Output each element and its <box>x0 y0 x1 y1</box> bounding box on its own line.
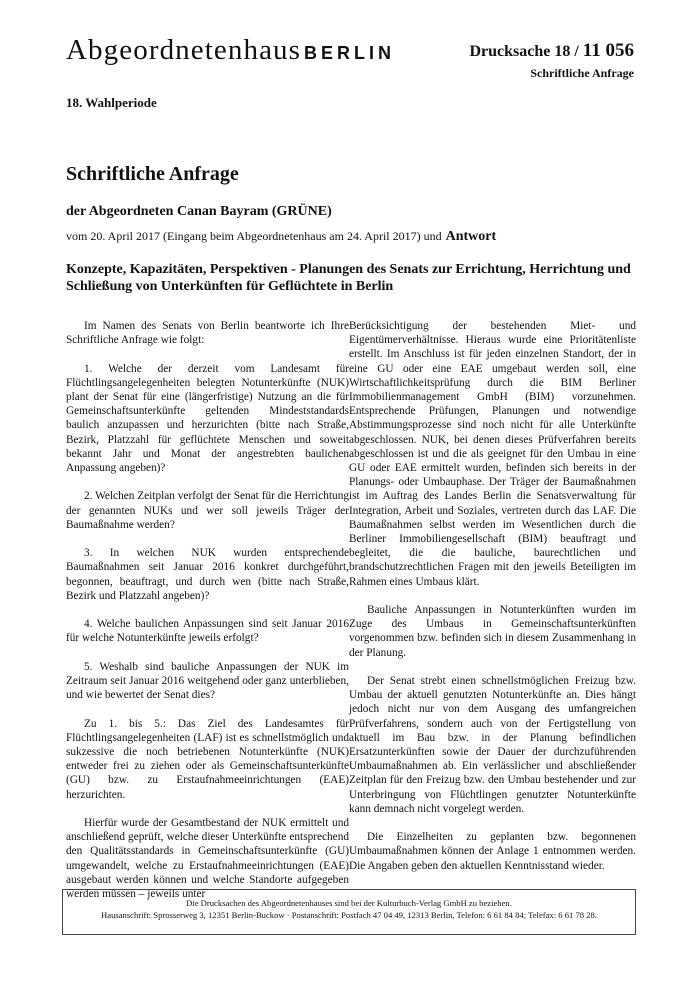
footer-box <box>62 889 636 935</box>
footer-line-2: Hausanschrift: Sprosserweg 3, 12351 Berlin-Buckow · Postanschrift: Postfach 47 04 49, 12313 Berlin, Telefon: 6 61 84 84; Telefax: 6 61 78 28. <box>101 910 597 920</box>
answer-paragraph: Berücksichtigung der bestehenden Miet- und Eigentümerverhältnisse. Hieraus wurde eine Prioritätenliste erstellt. Im Anschluss ist für jeden einzelnen Standort, der in eine GU oder eine EAE umgebaut werden soll, eine Wirtschaftlichkeitsprüfung durch die BIM Berliner Immobilienmanagement GmbH (BIM) vorzunehmen. Entsprechende Prüfungen, Planungen und notwendige Abstimmungsprozesse sind noch nicht für alle Unterkünfte abgeschlossen. NUK, bei denen dieses Prüfverfahren bereits abgeschlossen ist und die als geeignet für den Umbau in eine GU oder EAE ermittelt wurden, befinden sich bereits in der Planungs- oder Umbauphase. Der Träger der Baumaßnahmen ist im Auftrag des Landes Berlin die Senatsverwaltung für Integration, Arbeit und Soziales, vertreten durch das LAF. Die Baumaßnahmen selbst werden im Wesentlichen durch die Berliner Immobiliengesellschaft (BIM) beauftragt und begleitet, die die bauliche, baurechtlichen und brandschutzrechtlichen Fragen mit den jeweils Beteiligten im Rahmen eines Umbaus klärt. <box>349 320 636 588</box>
page-title: Schriftliche Anfrage <box>66 163 239 185</box>
question-5: 5. Weshalb sind bauliche Anpassungen der NUK im Zeitraum seit Januar 2016 weitgehend oder ganz unterblieben, und wie bewertet der Senat dies? <box>66 660 349 702</box>
document-number-value: 11 056 <box>582 40 634 61</box>
body-column-right <box>349 319 636 887</box>
dateline-text: vom 20. April 2017 (Eingang beim Abgeordnetenhaus am 24. April 2017) und <box>66 229 442 243</box>
answer-paragraph: Der Senat strebt einen schnellstmöglichen Freizug bzw. Umbau der aktuell genutzten Notunterkünfte an. Dies hängt jedoch nicht nur von dem Ausgang des umfangreichen Prüfverfahrens, sondern auch von der Fertigstellung von aktuell im Bau bzw. in der Planung befindlichen Ersatzunterkünften sowie der Dauer der durchzuführenden Umbaumaßnahmen ab. Ein verlässlicher und abschließender Zeitplan für den Freizug bzw. den Umbau bestehender und zur Unterbringung von Flüchtlingen genutzter Notunterkünfte kann demnach nicht vorgelegt werden. <box>349 675 636 815</box>
answer-paragraph: Hierfür wurde der Gesamtbestand der NUK ermittelt und anschließend geprüft, welche dieser Unterkünfte entsprechend den Qualitätsstandards in Gemeinschaftsunterkünfte (GU) umgewandelt, welche zu Erstaufnahmeeinrichtungen (EAE) ausgebaut werden können und welche Standorte aufgegeben werden müssen – jeweils unter <box>66 817 349 901</box>
question-1: 1. Welche der derzeit vom Landesamt für Flüchtlingsangelegenheiten belegten Notunterkünfte (NUK) plant der Senat für eine (längerfristige) Nutzung an die für Gemeinschaftsunterkünfte geltenden Mindeststandards baulich anzupassen und herzurichten (bitte nach Straße, Bezirk, Platzzahl für geflüchtete Menschen und soweit bekannt Jahr und Monat der angestrebten baulichen Anpassung angeben)? <box>66 362 349 475</box>
document-number-prefix: Drucksache 18 / <box>469 43 579 60</box>
institution-name: Abgeordnetenhaus <box>66 34 302 66</box>
answer-label: Antwort <box>445 229 497 244</box>
answer-paragraph: Bauliche Anpassungen in Notunterkünften wurden im Zuge des Umbaus in Gemeinschaftsunterkünften vorgenommen bzw. befinden sich in diesem Zusammenhang in der Planung. <box>349 604 636 659</box>
answer-paragraph: Die Einzelheiten zu geplanten bzw. begonnenen Umbaumaßnahmen können der Anlage 1 entnommen werden. Die Angaben geben den aktuellen Kenntnisstand wieder. <box>349 831 636 872</box>
question-4: 4. Welche baulichen Anpassungen sind seit Januar 2016 für welche Notunterkünfte jeweils erfolgt? <box>66 618 349 645</box>
paragraph: Im Namen des Senats von Berlin beantworte ich Ihre Schriftliche Anfrage wie folgt: <box>66 320 349 347</box>
document-type: Schriftliche Anfrage <box>530 66 634 80</box>
document-number <box>469 40 634 62</box>
subject-heading: Konzepte, Kapazitäten, Perspektiven - Planungen des Senats zur Errichtung, Herrichtung und Schließung von Unterkünften für Geflüchtete in Berlin <box>66 262 631 294</box>
institution-city: BERLIN <box>304 43 396 63</box>
author-line: der Abgeordneten Canan Bayram (GRÜNE) <box>66 204 332 219</box>
answer-paragraph: Zu 1. bis 5.: Das Ziel des Landesamtes für Flüchtlingsangelegenheiten (LAF) ist es schnellstmöglich und sukzessive die noch betriebenen Notunterkünfte (NUK) entweder frei zu ziehen oder als Gemeinschaftsunterkünfte (GU) bzw. zu Erstaufnahmeeinrichtungen (EAE) herzurichten. <box>66 717 349 801</box>
dateline <box>66 229 496 245</box>
footer-line-1: Die Drucksachen des Abgeordnetenhauses sind bei der Kulturbuch-Verlag GmbH zu beziehen. <box>186 898 512 908</box>
legislative-period: 18. Wahlperiode <box>66 95 157 110</box>
question-2: 2. Welchen Zeitplan verfolgt der Senat für die Herrichtung der genannten NUKs und wer soll jeweils Träger der Baumaßnahme werden? <box>66 490 349 531</box>
question-3: 3. In welchen NUK wurden entsprechende Baumaßnahmen seit Januar 2016 konkret durchgeführt, begonnen, beauftragt, und durch wen (bitte nach Straße, Bezirk und Platzzahl angeben)? <box>66 547 349 602</box>
body-column-left <box>66 319 349 915</box>
institution-logo <box>66 34 395 67</box>
